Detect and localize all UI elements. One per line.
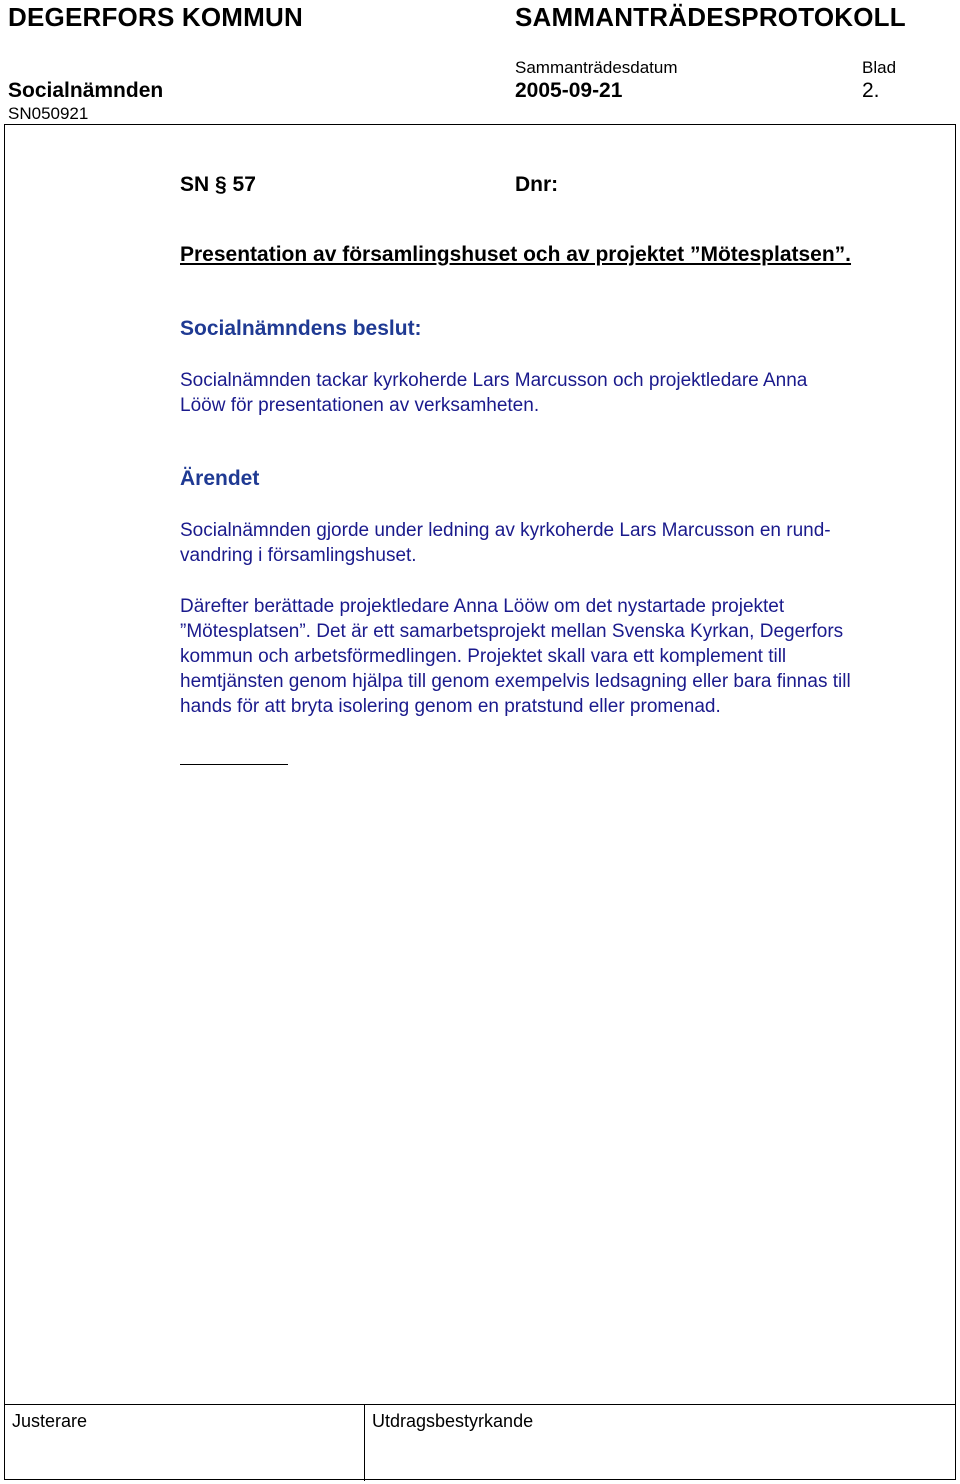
decision-heading: Socialnämndens beslut: bbox=[180, 317, 422, 340]
content-frame bbox=[4, 124, 956, 1480]
item-title: Presentation av församlingshuset och av projektet ”Mötesplatsen”. bbox=[180, 243, 852, 266]
case-line: Därefter berättade projektledare Anna Lööw om det nystartade projektet bbox=[180, 596, 785, 617]
meeting-date: 2005-09-21 bbox=[515, 79, 623, 102]
protocol-number: SN050921 bbox=[8, 104, 89, 123]
case-line: vandring i församlingshuset. bbox=[180, 545, 417, 566]
organization-name: DEGERFORS KOMMUN bbox=[8, 2, 303, 32]
document-type: SAMMANTRÄDESPROTOKOLL bbox=[515, 2, 906, 32]
case-heading: Ärendet bbox=[180, 467, 260, 490]
decision-line: Lööw för presentationen av verksamheten. bbox=[180, 395, 540, 416]
page-label: Blad bbox=[862, 58, 897, 77]
case-line: ”Mötesplatsen”. Det är ett samarbetsprojekt mellan Svenska Kyrkan, Degerfors bbox=[180, 621, 844, 642]
date-label: Sammanträdesdatum bbox=[515, 58, 678, 77]
adjusters-label: Justerare bbox=[12, 1411, 88, 1431]
case-paragraph-1 bbox=[180, 518, 940, 568]
page-number: 2. bbox=[862, 79, 880, 102]
committee-name: Socialnämnden bbox=[8, 79, 164, 102]
case-line: Socialnämnden gjorde under ledning av kyrkoherde Lars Marcusson en rund- bbox=[180, 520, 831, 541]
decision-text bbox=[180, 368, 940, 418]
item-number: SN § 57 bbox=[180, 173, 256, 196]
end-separator bbox=[180, 764, 288, 765]
footer-divider bbox=[364, 1405, 365, 1481]
dnr-label: Dnr: bbox=[515, 173, 559, 196]
case-line: hands för att bryta isolering genom en pratstund eller promenad. bbox=[180, 696, 721, 717]
case-line: hemtjänsten genom hjälpa till genom exempelvis ledsagning eller bara finnas till bbox=[180, 671, 851, 692]
case-line: kommun och arbetsförmedlingen. Projektet skall vara ett komplement till bbox=[180, 646, 787, 667]
case-paragraph-2 bbox=[180, 594, 940, 719]
certification-label: Utdragsbestyrkande bbox=[372, 1411, 534, 1431]
decision-line: Socialnämnden tackar kyrkoherde Lars Marcusson och projektledare Anna bbox=[180, 370, 808, 391]
